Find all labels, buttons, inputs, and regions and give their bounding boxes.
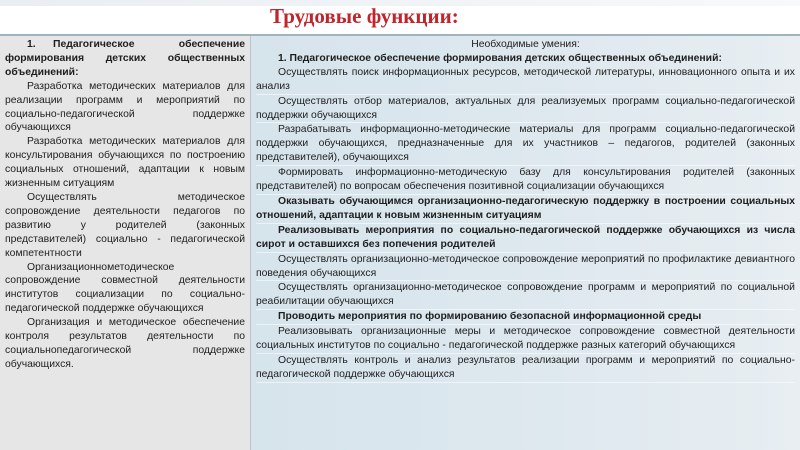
left-item: Разработка методических материалов для консультирования обучающихся по построению социальных отношений, адаптации к новым жизненным ситуациям bbox=[5, 136, 245, 190]
left-item: Осуществлять методическое сопровождение деятельности педагогов по развитию у родителей (законных представителей) социально - педагогической компетентности bbox=[5, 191, 245, 259]
page-title: Трудовые функции: bbox=[270, 4, 459, 28]
skill-item: Проводить мероприятия по формированию безопасной информационной среды bbox=[256, 310, 795, 325]
left-column bbox=[0, 36, 250, 450]
skill-item: Оказывать обучающимся организационно-педагогическую поддержку в построении социальных отношений, адаптации к новым жизненным ситуациям bbox=[256, 195, 795, 224]
left-item: Организационнометодическое сопровождение совместной деятельности институтов социализации по социально-педагогической поддержке обучающихся bbox=[5, 261, 245, 315]
skill-item: Осуществлять отбор материалов, актуальных для реализуемых программ социально-педагогической поддержки обучающихся bbox=[256, 95, 795, 124]
right-column bbox=[250, 36, 800, 450]
skill-item: Осуществлять организационно-методическое сопровождение программ и мероприятий по социальной реабилитации обучающихся bbox=[256, 281, 795, 310]
skill-item: Реализовывать организационные меры и методическое сопровождение совместной деятельности социальных институтов по социально - педагогической поддержке разных категорий обучающихся bbox=[256, 325, 795, 354]
left-item: Организация и методическое обеспечение контроля результатов деятельности по социальнопедагогической поддержке обучающихся. bbox=[5, 317, 245, 370]
left-heading-number: 1. bbox=[27, 39, 36, 50]
left-heading-text: Педагогическое обеспечение формирования детских общественных объединений: bbox=[5, 39, 245, 78]
skill-item: Формировать информационно-методическую базу для консультирования родителей (законных представителей) по вопросам обеспечения позитивной социализации обучающихся bbox=[256, 166, 795, 195]
left-item: Разработка методических материалов для реализации программ и мероприятий по социально-педагогической поддержке обучающихся bbox=[5, 80, 245, 134]
skills-list bbox=[256, 66, 795, 383]
skills-label: Необходимые умения: bbox=[471, 39, 580, 50]
skill-item: Разрабатывать информационно-методические материалы для программ социально-педагогической поддержки обучающихся, предназначенные для их участников – педагогов, родителей (законных представителей), обучающихся bbox=[256, 123, 795, 166]
title-bar bbox=[0, 0, 800, 34]
left-heading bbox=[5, 38, 245, 80]
skill-item: Осуществлять контроль и анализ результатов реализации программ и мероприятий по социально-педагогической поддержке обучающихся bbox=[256, 354, 795, 383]
skill-item: Осуществлять поиск информационных ресурсов, методической литературы, инновационного опыта и их анализ bbox=[256, 66, 795, 95]
skill-item: Реализовывать мероприятия по социально-педагогической поддержке обучающихся из числа сирот и оставшихся без попечения родителей bbox=[256, 224, 795, 253]
skills-heading: 1. Педагогическое обеспечение формирования детских общественных объединений: bbox=[278, 52, 722, 64]
skill-item: Осуществлять организационно-методическое сопровождение мероприятий по профилактике девиантного поведения обучающихся bbox=[256, 253, 795, 282]
